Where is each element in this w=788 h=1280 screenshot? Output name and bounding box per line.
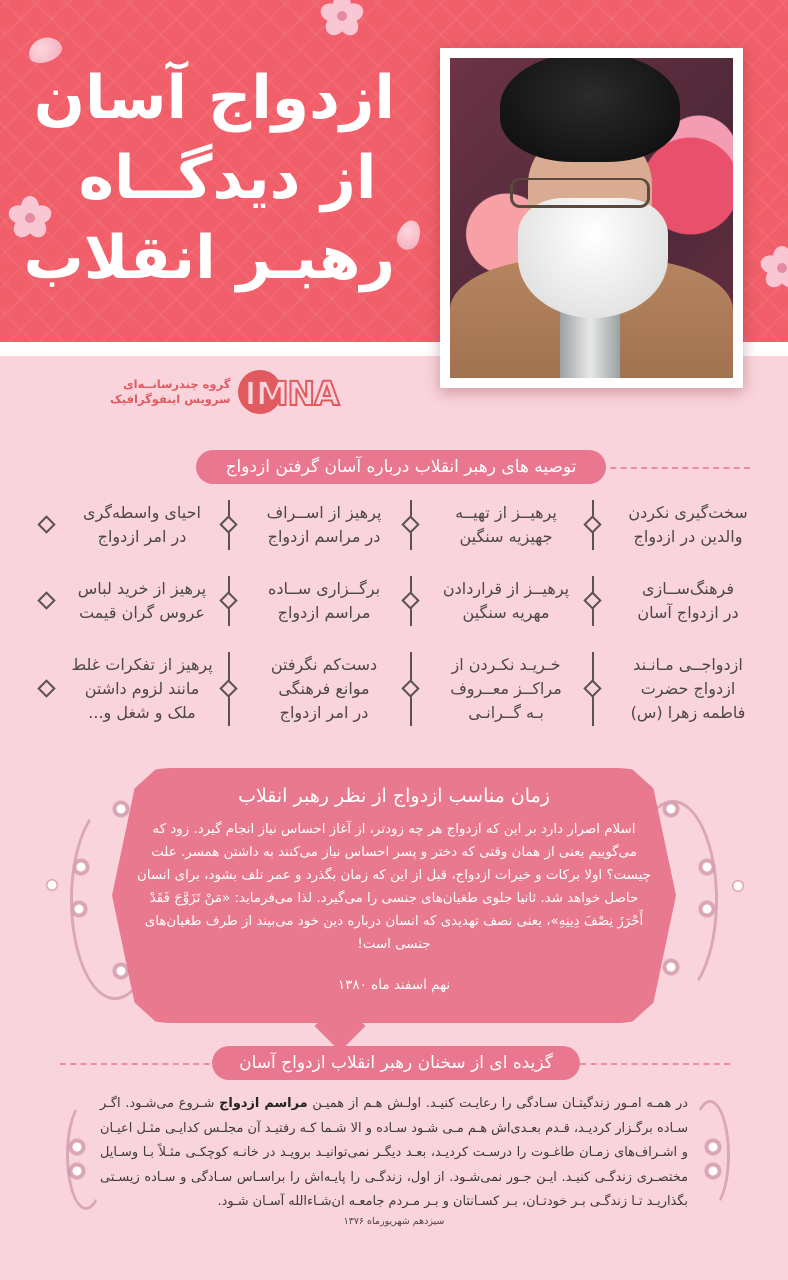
logo-wordmark: IMNA [244,374,339,413]
flower-icon [70,900,88,918]
diamond-icon [219,515,237,533]
dashed-line [600,467,750,469]
page-title [23,58,395,298]
logo-mark [238,370,348,414]
diamond-icon [401,591,419,609]
quote-heading: گزیده ای از سخنان رهبر انقلاب ازدواج آسان [212,1046,580,1080]
quote-body: در همـه امـور زندگیتـان سـادگی را رعایـت کنیـد. اولـش هـم از همیـن مراسم ازدواج شـروع می‌شـود. اگـر سـاده برگـزار کردیـد، قـدم بعـدی‌اش هـم مـی شـود سـاده و الا شـما کـه رفتیـد آن مجلـس کدایـی مثـل اعیـان و اشـراف‌های زمـان طاغـوت را درسـت کردیـد، بعـد دیگـر نمی‌توانیـد برویـد در خانـه کوچکـی مثـلاً بـا وسـایل مختصـری زندگـی کنیـد. ایـن جـور نمی‌شـود. از اول، زندگـی را پایـه‌اش را براسـاس سـادگی و سـاده زیسـتی بگذاریـد تـا زندگـی بـر خودتـان، بـر کسـانتان و بـر مـردم جامعـه ان‌شـاءالله آسـان شـود. [100,1096,688,1209]
portrait-image [450,58,733,378]
blossom-decoration [760,246,788,290]
quote-highlight: مراسم ازدواج [219,1096,308,1111]
title-line-2: از دیدگــاه [78,143,377,213]
robe-inner-shape [560,308,620,378]
imna-logo [110,368,348,416]
recommendation-item: پرهیــز از قراردادن مهریه سنگین [404,576,586,626]
recommendation-item: پرهیز از تفکرات غلط مانند لزوم داشتن ملک و شغل و... [40,652,222,726]
recommendation-item: ازدواجــی مـانـند ازدواج حضرت فاطمه زهرا (س) [586,652,768,726]
diamond-icon [219,679,237,697]
diamond-icon [401,515,419,533]
flower-icon [72,858,90,876]
turban-shape [500,58,680,162]
diamond-icon [583,679,601,697]
timing-card-body: اسلام اصرار دارد بر این که ازدواج هر چه زودتر، از آغاز احساس نیاز انجام گیرد. زود که می‌گوییم یعنی از همان وقتی که دختر و پسر احساس نیاز می‌کنند به داشتن همسر. علت چیست؟ اولا برکات و خیرات ازدواج، قبل از این که زمان بگذرد و عمر تلف بشود، برای انسان حاصل خواهد شد. ثانیا جلوی طغیان‌های جنسی را می‌گیرد. لذا می‌فرماید: «مَنْ تَزَوَّجَ فَقَدْ أَحْرَزَ نِصْفَ دِينِهِ»، یعنی نصف تهدیدی که انسان درباره دین خود می‌بیند از طرف طغیان‌های جنسی است! [137,822,651,952]
blossom-decoration [320,0,364,38]
recommendation-item: پرهیــز از تهیــه جهیزیه سنگین [404,500,586,550]
title-line-3: رهبـر انقلاب [23,223,395,293]
diamond-icon [37,515,55,533]
portrait-frame [440,48,743,388]
timing-card-title: زمان مناسب ازدواج از نظر رهبر انقلاب [238,785,550,807]
quote-date: سیزدهم شهریورماه ۱۳۷۶ [343,1216,445,1227]
diamond-icon [583,591,601,609]
recommendation-item: دست‌کم نگرفتن موانع فرهنگی در امر ازدواج [222,652,404,726]
floral-ornament [690,1100,730,1210]
recommendations-grid [40,500,768,726]
recommendation-item: پرهیز از اســراف در مراسم ازدواج [222,500,404,550]
recommendations-heading-bar [0,450,788,484]
diamond-icon [37,591,55,609]
beard-shape [518,198,668,318]
recommendation-item: برگــزاری ســاده مراسم ازدواج [222,576,404,626]
logo-caption: گروه چندرسانــه‌ای سرویس اینفوگرافیک [110,377,231,406]
recommendations-heading: توصیه های رهبر انقلاب درباره آسان گرفتن ازدواج [196,450,606,484]
flower-icon [698,858,716,876]
diamond-icon [37,679,55,697]
flower-icon [732,880,744,892]
recommendation-item: پرهیز از خرید لباس عروس گران قیمت [40,576,222,626]
title-line-1: ازدواج آسان [33,63,395,133]
timing-card-date: نهم اسفند ماه ۱۳۸۰ [337,977,451,993]
recommendation-item: خـریـد نکـردن از مراکــز معــروف بـه گــرانـی [404,652,586,726]
dashed-line [570,1063,730,1065]
glasses-shape [510,178,650,208]
diamond-icon [219,591,237,609]
recommendation-item: سخت‌گیری نکردن والدین در ازدواج [586,500,768,550]
recommendation-item: فرهنگ‌ســازی در ازدواج آسان [586,576,768,626]
recommendation-item: احیای واسطه‌گری در امر ازدواج [40,500,222,550]
diamond-icon [583,515,601,533]
quote-heading-bar [0,1046,788,1080]
diamond-icon [401,679,419,697]
flower-icon [698,900,716,918]
dashed-line [60,1063,230,1065]
flower-icon [46,879,58,891]
